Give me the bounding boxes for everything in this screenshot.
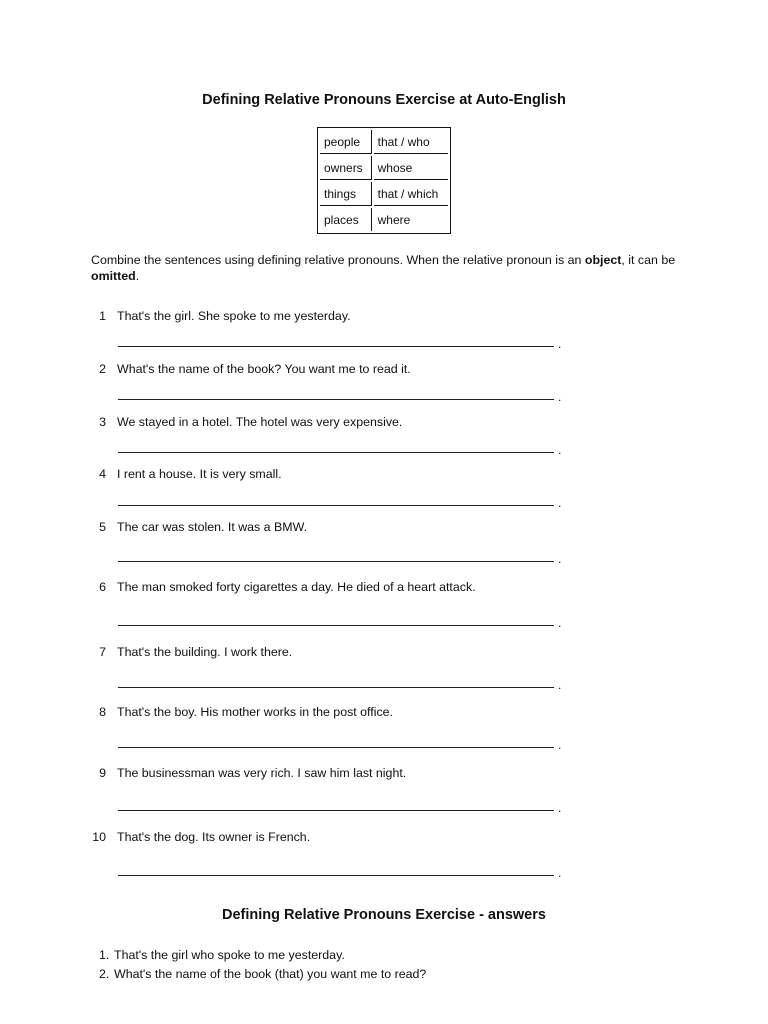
- exercise-sentence: That's the boy. His mother works in the post office.: [117, 705, 393, 719]
- instructions-text: Combine the sentences using defining relative pronouns. When the relative pronoun is an: [91, 253, 585, 267]
- line-end-period: .: [558, 678, 562, 692]
- exercise-number: 1: [99, 309, 106, 323]
- table-cell-noun: people: [320, 130, 372, 154]
- answers-list: [99, 946, 426, 984]
- answer-line[interactable]: [118, 452, 554, 453]
- line-end-period: .: [558, 616, 562, 630]
- table-cell-pronoun: where: [377, 212, 411, 227]
- table-row: [320, 156, 448, 180]
- line-end-period: .: [558, 801, 562, 815]
- exercise-number: 5: [99, 520, 106, 534]
- table-row: [320, 130, 448, 154]
- instructions-bold-omitted: omitted: [91, 269, 136, 283]
- table-cell-pronoun: that / who: [374, 130, 448, 154]
- table-cell-pronoun: that / which: [374, 182, 448, 206]
- list-item: [99, 946, 426, 965]
- exercise-number: 8: [99, 705, 106, 719]
- answer-line[interactable]: [118, 399, 554, 400]
- exercise-number: 4: [99, 467, 106, 481]
- exercise-number: 3: [99, 415, 106, 429]
- instructions-text: .: [135, 269, 140, 283]
- exercise-number: 10: [92, 830, 106, 844]
- exercise-sentence: We stayed in a hotel. The hotel was very expensive.: [117, 415, 403, 429]
- exercise-sentence: That's the building. I work there.: [117, 645, 293, 659]
- exercise-sentence: The car was stolen. It was a BMW.: [117, 520, 308, 534]
- answer-number: 1.: [99, 948, 110, 962]
- answer-line[interactable]: [118, 810, 554, 811]
- exercise-number: 7: [99, 645, 106, 659]
- line-end-period: .: [558, 390, 562, 404]
- answer-text: That's the girl who spoke to me yesterday.: [114, 948, 345, 962]
- exercise-sentence: The man smoked forty cigarettes a day. He died of a heart attack.: [117, 580, 476, 594]
- exercise-sentence: That's the girl. She spoke to me yesterday.: [117, 309, 351, 323]
- table-row: [320, 182, 448, 206]
- answer-line[interactable]: [118, 625, 554, 626]
- exercise-number: 9: [99, 766, 106, 780]
- instructions: [91, 252, 681, 284]
- list-item: [99, 965, 426, 984]
- instructions-bold-object: object: [584, 253, 622, 267]
- answer-text: What's the name of the book (that) you want me to read?: [114, 967, 427, 981]
- answer-line[interactable]: [118, 875, 554, 876]
- answer-line[interactable]: [118, 561, 554, 562]
- answers-title: Defining Relative Pronouns Exercise - answers: [222, 907, 546, 923]
- relative-pronoun-table: [317, 127, 451, 234]
- exercise-number: 2: [99, 362, 106, 376]
- answer-line[interactable]: [118, 505, 554, 506]
- line-end-period: .: [558, 866, 562, 880]
- table-cell-pronoun: whose: [374, 156, 448, 180]
- exercise-sentence: I rent a house. It is very small.: [117, 467, 282, 481]
- table-cell-noun: places: [320, 208, 372, 231]
- answer-line[interactable]: [118, 687, 554, 688]
- answer-line[interactable]: [118, 747, 554, 748]
- instructions-text: , it can be: [621, 253, 676, 267]
- exercise-sentence: The businessman was very rich. I saw him last night.: [117, 766, 407, 780]
- exercise-number: 6: [99, 580, 106, 594]
- exercise-sentence: That's the dog. Its owner is French.: [117, 830, 311, 844]
- line-end-period: .: [558, 738, 562, 752]
- exercise-sentence: What's the name of the book? You want me to read it.: [117, 362, 411, 376]
- line-end-period: .: [558, 443, 562, 457]
- table-row: [320, 208, 448, 231]
- line-end-period: .: [558, 552, 562, 566]
- table-cell-noun: things: [320, 182, 372, 206]
- answer-line[interactable]: [118, 346, 554, 347]
- table-cell-noun: owners: [320, 156, 372, 180]
- line-end-period: .: [558, 496, 562, 510]
- line-end-period: .: [558, 337, 562, 351]
- answer-number: 2.: [99, 967, 110, 981]
- page-title: Defining Relative Pronouns Exercise at Auto-English: [202, 92, 566, 108]
